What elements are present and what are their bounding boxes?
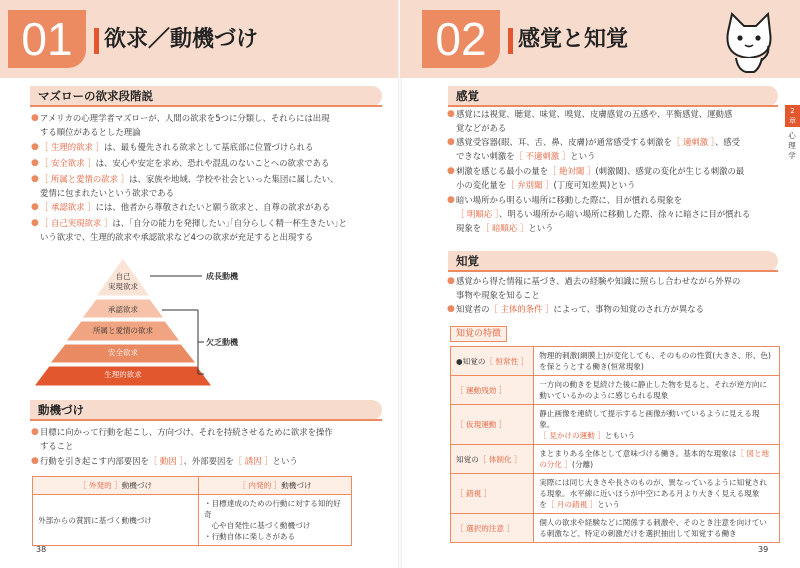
bullet-text: という	[570, 151, 596, 161]
pyramid-label-esteem: 承認欲求	[108, 305, 138, 314]
motivation-table	[32, 476, 352, 546]
bullet-text: によって、事物の知覚のされ方が異なる	[553, 304, 705, 314]
keyword: ［ 外発的 ］	[78, 481, 122, 490]
list-item	[31, 172, 385, 200]
keyword: ［ 明順応 ］	[456, 209, 500, 219]
right-page-title: 感覚と知覚	[518, 27, 629, 52]
table-cell-extrinsic: 外部からの賞罰に基づく動機づけ	[33, 495, 199, 546]
bullet-icon: ●	[31, 113, 39, 123]
cell-line: 心や自発性に基づく動機づけ	[204, 521, 311, 530]
bullet-line: する順位があるとした理論	[40, 127, 141, 137]
header-text: 動機づけ	[281, 481, 312, 490]
chapter-tab-label: 2 章	[789, 107, 796, 125]
perception-features-table	[450, 346, 780, 543]
keyword: ［ 承認欲求 ］	[40, 202, 96, 212]
section-heading-text: マズローの欲求段階説	[38, 89, 153, 103]
table-header-intrinsic	[199, 477, 352, 495]
list-item	[447, 164, 781, 192]
bullet-text: 感覚受容器(眼、耳、舌、鼻、皮膚)が通常感受する刺激を	[456, 137, 672, 147]
cell-line: 動いているかのように感じられる現象	[539, 391, 669, 400]
list-item	[447, 193, 781, 235]
bullet-line: いう欲求で、生理的欲求や承認欲求など4つの欲求が充足すると出現する	[40, 232, 314, 242]
pyramid-label-belonging: 所属と愛情の欲求	[93, 326, 153, 335]
bullet-icon: ●	[447, 109, 455, 119]
bullet-line: 愛情に包まれたいという欲求である	[40, 188, 174, 198]
table-row	[33, 495, 352, 546]
left-page-number: 38	[36, 545, 47, 554]
bullet-text: 現象を	[456, 223, 482, 233]
feature-desc	[534, 445, 780, 474]
right-title-bar	[508, 28, 513, 54]
chapter-tab-subject: 心理学	[788, 131, 796, 160]
keyword: ［ 月の錯視 ］	[546, 500, 598, 509]
deficit-motive-label: 欠乏動機	[206, 338, 238, 347]
feature-name	[451, 474, 534, 514]
keyword: ［ 運動残効 ］	[456, 385, 507, 395]
cell-text: まとまりある全体として意味づける働き。基本的な現象は	[539, 449, 737, 458]
cell-line: 一方向の動きを見続けた後に静止した物を見ると、それが逆方向に	[539, 380, 768, 389]
keyword: ［ 主体的条件 ］	[489, 304, 554, 314]
right-page-number: 39	[758, 545, 769, 554]
keyword: ［ 見かけの運動 ］	[539, 431, 605, 440]
keyword: の分化 ］	[539, 460, 573, 469]
cat-mascot-icon	[718, 10, 778, 74]
feature-name	[451, 405, 534, 445]
bullet-line: 感覚には視覚、聴覚、味覚、嗅覚、皮膚感覚の五感や、平衡感覚、運動感	[456, 109, 733, 119]
list-item	[447, 302, 781, 316]
list-item	[31, 216, 385, 244]
keyword: ［ 内発的 ］	[238, 481, 282, 490]
bullet-icon: ●	[31, 174, 39, 184]
cell-line: ・目標達成のための行動に対する知的好奇	[204, 499, 341, 519]
section-heading-perception	[448, 251, 778, 271]
list-item	[31, 425, 385, 453]
section-heading-text: 感覚	[456, 89, 479, 103]
table-row	[451, 376, 780, 405]
list-item	[447, 107, 781, 135]
section-heading-sensation	[448, 86, 778, 106]
bullet-line: 事物や現象を知ること	[456, 290, 540, 300]
bullet-icon: ●	[447, 137, 455, 147]
keyword: ［ 図と地	[736, 449, 770, 458]
bullet-text: は、家族や地域、学校や社会といった集団に属したい、	[129, 174, 339, 184]
cell-text: を	[539, 500, 547, 509]
bullet-text: 、外部要因を	[183, 456, 234, 466]
section-heading-maslow	[30, 86, 382, 106]
feature-desc	[534, 376, 780, 405]
bullet-text: は、｢自分の能力を発揮したい｣｢自分らしく精一杯生きたい｣と	[112, 218, 347, 228]
section-heading-text: 知覚	[456, 254, 479, 268]
cell-text: (分離)	[572, 460, 594, 469]
keyword: ［ 弁別閾 ］	[506, 180, 554, 190]
keyword: ［ 動因 ］	[148, 456, 184, 466]
bullet-text: 刺激を感じる最小の量を	[456, 166, 549, 176]
section-heading-motivation	[30, 400, 382, 420]
keyword: ［ 仮現運動 ］	[456, 420, 507, 429]
keyword: ［ 選択的注意 ］	[456, 523, 514, 533]
keyword: ［ 生理的欲求 ］	[40, 142, 104, 152]
growth-motive-label: 成長動機	[206, 272, 238, 281]
feature-name	[451, 514, 534, 543]
bullet-line: 感覚から得た情報に基づき、過去の経験や知識に照らし合わせながら外界の	[456, 276, 741, 286]
bullet-line: 暗い場所から明るい場所に移動した際に、目が慣れる現象を	[456, 195, 683, 205]
list-item	[447, 274, 781, 302]
cell-line: 実際には同じ大きさや長さのものが、異なっているように知覚され	[539, 478, 768, 487]
pyramid-label-self-actualization: 自己 実現欲求	[108, 272, 138, 291]
table-header-extrinsic	[33, 477, 199, 495]
keyword: ［ 絶対閾 ］	[548, 166, 596, 176]
cell-line: 物理的刺激(網膜上)が変化しても、そのものの性質(大きさ、形、色)	[539, 351, 771, 360]
keyword: ［ 暗順応 ］	[481, 223, 529, 233]
bullet-text: (丁度可知差異)という	[553, 180, 636, 190]
bullet-icon: ●	[447, 195, 455, 205]
keyword: ［ 適刺激 ］	[671, 137, 715, 147]
bullet-text: 、感受	[714, 137, 741, 147]
keyword: ［ 所属と愛情の欲求 ］	[40, 174, 130, 184]
bullet-text: には、他者から尊敬されたいと願う欲求と、自尊の欲求がある	[95, 202, 331, 212]
cell-text: ともいう	[604, 431, 636, 440]
feature-desc	[534, 514, 780, 543]
feature-prefix: 知覚の	[456, 454, 479, 464]
bullet-text: は、最も優先される欲求として基底部に位置づけられる	[103, 142, 314, 152]
perception-features-label: 知覚の特徴	[450, 326, 507, 342]
bullet-icon: ●	[31, 158, 39, 168]
feature-desc	[534, 347, 780, 376]
feature-name	[451, 376, 534, 405]
bullet-icon: ●	[31, 218, 39, 228]
cell-line: る現象。水平線に近いほうが中空にある月より大きく見える現象	[539, 489, 760, 498]
list-item	[31, 156, 385, 170]
table-row	[451, 474, 780, 514]
bullet-text: 知覚者の	[456, 304, 490, 314]
bullet-icon: ●	[31, 456, 39, 466]
right-section-number: 02	[422, 10, 500, 68]
keyword: ［ 自己実現欲求 ］	[40, 218, 113, 228]
list-item	[31, 454, 385, 468]
left-section-number: 01	[8, 10, 86, 68]
bullet-line: アメリカの心理学者マズローが、人間の欲求を5つに分類し、それらには出現	[40, 113, 330, 123]
bullet-icon: ●	[31, 427, 39, 437]
right-page	[400, 0, 800, 568]
bullet-icon: ●	[447, 304, 455, 314]
cell-line: 静止画像を連続して提示すると画像が動いているように見える現象。	[539, 409, 760, 429]
keyword: ［ 不適刺激 ］	[514, 151, 571, 161]
table-row	[451, 347, 780, 376]
keyword: ［ 安全欲求 ］	[40, 158, 96, 168]
cell-text: という	[597, 500, 620, 509]
bullet-line: すること	[40, 441, 74, 451]
cell-line: ・行動自体に楽しさがある	[204, 532, 296, 541]
header-text: 動機づけ	[121, 481, 153, 490]
pyramid-label-safety: 安全欲求	[108, 348, 138, 357]
feature-desc	[534, 405, 780, 445]
bullet-line: 覚などがある	[456, 123, 507, 133]
pyramid-label-physiological: 生理的欲求	[104, 370, 142, 379]
cell-line: る刺激など、特定の刺激だけを選択抽出して知覚する働き	[539, 529, 737, 538]
feature-name	[451, 347, 534, 376]
feature-prefix: ●知覚の	[456, 356, 486, 366]
bullet-text: できない刺激を	[456, 151, 515, 161]
cell-line: 個人の欲求や経験などに関係する刺激や、そのとき注意を向けてい	[539, 518, 767, 527]
table-row	[451, 445, 780, 474]
list-item	[31, 200, 385, 214]
left-title-bar	[94, 28, 99, 54]
keyword: ［ 錯視 ］	[456, 489, 492, 498]
bullet-icon: ●	[31, 142, 39, 152]
keyword: ［ 体制化 ］	[478, 454, 522, 464]
bullet-text: 小の変化量を	[456, 180, 507, 190]
list-item	[31, 140, 385, 154]
keyword: ［ 恒常性 ］	[485, 356, 529, 366]
table-row	[451, 405, 780, 445]
feature-desc	[534, 474, 780, 514]
table-row	[33, 477, 352, 495]
bullet-text: という	[272, 456, 298, 466]
bullet-text: という	[528, 223, 554, 233]
bullet-text: 、明るい場所から暗い場所に移動した際、徐々に暗さに目が慣れる	[499, 209, 751, 219]
section-heading-text: 動機づけ	[38, 403, 84, 417]
bullet-icon: ●	[31, 202, 39, 212]
list-item	[447, 135, 781, 163]
list-item	[31, 111, 385, 139]
bullet-icon: ●	[447, 166, 455, 176]
feature-name	[451, 445, 534, 474]
left-page-title: 欲求／動機づけ	[104, 27, 259, 52]
table-row	[451, 514, 780, 543]
keyword: ［ 誘因 ］	[233, 456, 273, 466]
bullet-text: は、安心や安定を求め、恐れや混乱のないことへの欲求である	[95, 158, 330, 168]
bullet-icon: ●	[447, 276, 455, 286]
bullet-line: 目標に向かって行動を起こし、方向づけ、それを持続させるために欲求を操作	[40, 427, 333, 437]
chapter-tab	[785, 105, 800, 127]
bullet-text: 行動を引き起こす内部要因を	[40, 456, 149, 466]
table-cell-intrinsic	[199, 495, 352, 546]
bullet-text: (刺激閾)、感覚の変化が生じる刺激の最	[595, 166, 745, 176]
cell-line: を保とうとする働き(恒常現象)	[539, 362, 644, 371]
